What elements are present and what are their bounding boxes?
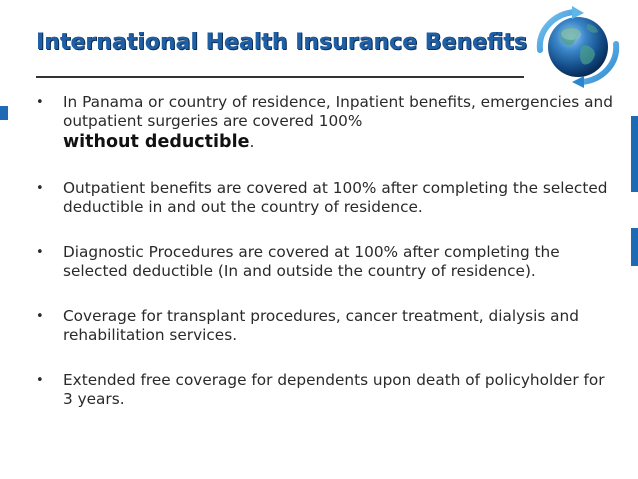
bullet-emphasis: without deductible	[63, 132, 250, 152]
list-item	[36, 179, 616, 217]
left-accent-bar	[0, 106, 8, 120]
title-underline	[36, 76, 524, 78]
bullet-text: Outpatient benefits are covered at 100% after completing the selected deductible in and out the country of residence.	[63, 179, 608, 216]
bullet-text: Extended free coverage for dependents upon death of policyholder for 3 years.	[63, 371, 605, 408]
arrow-head-bottom	[572, 76, 584, 88]
list-item	[36, 307, 616, 345]
globe-sphere	[548, 17, 608, 77]
right-accent-bar-top	[631, 116, 638, 192]
bullet-suffix: .	[249, 133, 255, 151]
list-item	[36, 243, 616, 281]
benefits-list	[36, 88, 616, 409]
globe-logo-graphic	[532, 6, 624, 88]
bullet-dot: •	[36, 373, 44, 388]
slide-title: International Health Insurance Benefits	[36, 30, 527, 55]
bullet-dot: •	[36, 95, 44, 110]
bullet-dot: •	[36, 309, 44, 324]
globe-with-arrows-icon	[532, 6, 624, 88]
list-item	[36, 371, 616, 409]
globe-highlight	[561, 28, 581, 40]
bullet-text: Diagnostic Procedures are covered at 100% after completing the selected deductible (In and outside the country of residence).	[63, 243, 560, 280]
right-accent-bar-bottom	[631, 228, 638, 266]
bullet-text: Coverage for transplant procedures, cancer treatment, dialysis and rehabilitation services.	[63, 307, 579, 344]
list-item	[36, 93, 616, 153]
bullet-text: In Panama or country of residence, Inpatient benefits, emergencies and outpatient surgeries are covered 100%	[63, 93, 613, 130]
bullet-dot: •	[36, 245, 44, 260]
bullet-dot: •	[36, 181, 44, 196]
